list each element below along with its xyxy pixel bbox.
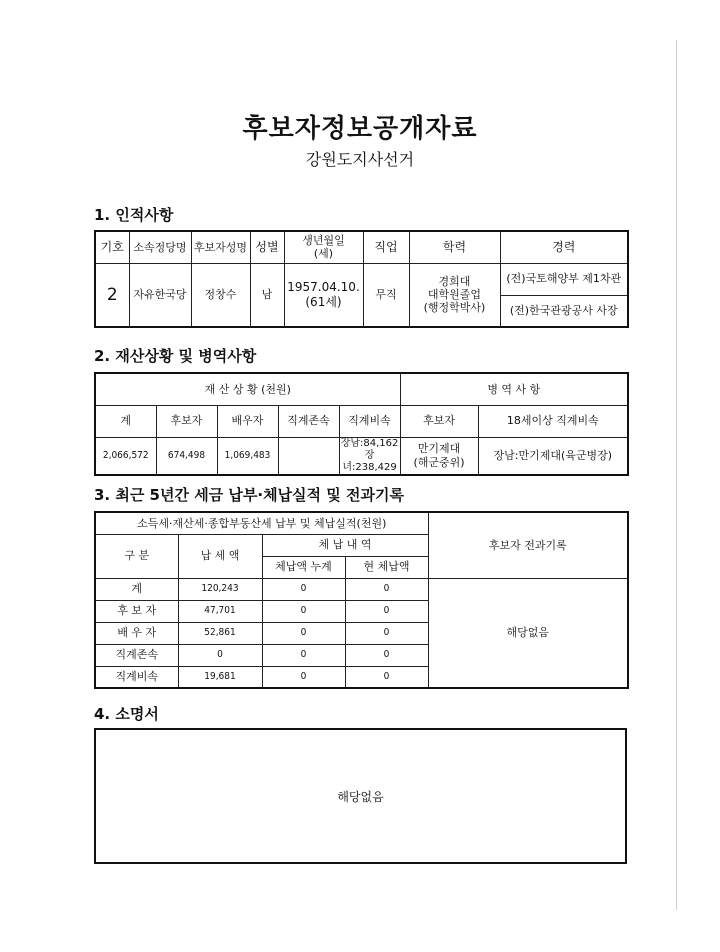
tax-row-arrears-current: 0 [345, 578, 428, 600]
tax-row-arrears-total: 0 [262, 578, 345, 600]
tax-row-label: 계 [95, 578, 178, 600]
tax-row-arrears-total: 0 [262, 622, 345, 644]
property-military-table [94, 372, 629, 476]
header-cell: 직업 [363, 231, 409, 263]
military-descendant: 장남:만기제대(육군병장) [478, 437, 628, 475]
header-cell: 현 체납액 [345, 556, 428, 578]
tax-row-arrears-current: 0 [345, 622, 428, 644]
military-candidate: 만기제대 (해군중위) [400, 437, 478, 475]
section-heading-personal: 1. 인적사항 [94, 206, 174, 224]
gender: 남 [250, 263, 284, 327]
education: 경희대 대학원졸업 (행정학박사) [409, 263, 500, 327]
criminal-header: 후보자 전과기록 [428, 512, 628, 578]
header-cell: 성별 [250, 231, 284, 263]
criminal-record: 해당없음 [428, 578, 628, 688]
page-subtitle: 강원도지사선거 [305, 150, 415, 169]
header-cell: 후보자 [156, 405, 217, 437]
property-group-row [95, 373, 628, 405]
candidate-name: 정창수 [191, 263, 250, 327]
tax-criminal-table [94, 511, 629, 689]
header-cell: 직계존속 [278, 405, 339, 437]
tax-row-label: 후 보 자 [95, 600, 178, 622]
property-total: 2,066,572 [95, 437, 156, 475]
tax-row-paid: 120,243 [178, 578, 262, 600]
party-name: 자유한국당 [129, 263, 191, 327]
header-cell: 체 납 내 역 [262, 534, 428, 556]
property-descendant: 장남:84,162 장녀:238,429 [340, 437, 399, 473]
header-cell: 기호 [95, 231, 129, 263]
page-edge-line [676, 40, 677, 910]
candidate-number: 2 [95, 263, 129, 327]
section-heading-statement: 4. 소명서 [94, 705, 159, 723]
tax-row [95, 578, 628, 600]
military-group-header: 병 역 사 항 [400, 373, 628, 405]
personal-data-row [95, 263, 628, 295]
header-cell: 배우자 [217, 405, 278, 437]
tax-row-arrears-total: 0 [262, 644, 345, 666]
tax-row-arrears-current: 0 [345, 666, 428, 688]
tax-row-label: 직계비속 [95, 666, 178, 688]
property-group-header: 재 산 상 황 (천원) [95, 373, 400, 405]
header-cell: 납 세 액 [178, 534, 262, 578]
header-cell: 후보자성명 [191, 231, 250, 263]
statement-box [94, 728, 627, 864]
header-cell: 계 [95, 405, 156, 437]
header-cell: 체납액 누계 [262, 556, 345, 578]
tax-row-label: 배 우 자 [95, 622, 178, 644]
property-ascendant [278, 437, 339, 475]
header-cell: 소속정당명 [129, 231, 191, 263]
tax-row-arrears-current: 0 [345, 644, 428, 666]
header-cell: 학력 [409, 231, 500, 263]
tax-row-paid: 52,861 [178, 622, 262, 644]
header-cell: 생년월일 (세) [284, 231, 363, 263]
property-spouse: 1,069,483 [217, 437, 278, 475]
property-header-row [95, 405, 628, 437]
section-heading-property: 2. 재산상황 및 병역사항 [94, 347, 257, 365]
tax-row-arrears-total: 0 [262, 600, 345, 622]
career-item: (전)한국관광공사 사장 [500, 295, 628, 327]
header-cell: 직계비속 [339, 405, 400, 437]
tax-group-row [95, 512, 628, 534]
career-item: (전)국토해양부 제1차관 [500, 263, 628, 295]
personal-info-table [94, 230, 629, 328]
property-candidate: 674,498 [156, 437, 217, 475]
tax-row-paid: 19,681 [178, 666, 262, 688]
header-cell: 구 분 [95, 534, 178, 578]
tax-row-paid: 47,701 [178, 600, 262, 622]
tax-row-label: 직계존속 [95, 644, 178, 666]
tax-row-paid: 0 [178, 644, 262, 666]
header-cell: 후보자 [400, 405, 478, 437]
tax-group-header: 소득세·재산세·종합부동산세 납부 및 체납실적(천원) [95, 512, 428, 534]
section-heading-tax: 3. 최근 5년간 세금 납부·체납실적 및 전과기록 [94, 486, 404, 504]
header-cell: 경력 [500, 231, 628, 263]
tax-row-arrears-current: 0 [345, 600, 428, 622]
tax-row-arrears-total: 0 [262, 666, 345, 688]
statement-text: 해당없음 [337, 789, 384, 804]
property-data-row [95, 437, 628, 475]
header-cell: 18세이상 직계비속 [478, 405, 628, 437]
job: 무직 [363, 263, 409, 327]
page-title: 후보자정보공개자료 [242, 114, 478, 144]
personal-header-row [95, 231, 628, 263]
birth-date: 1957.04.10. (61세) [284, 263, 363, 327]
